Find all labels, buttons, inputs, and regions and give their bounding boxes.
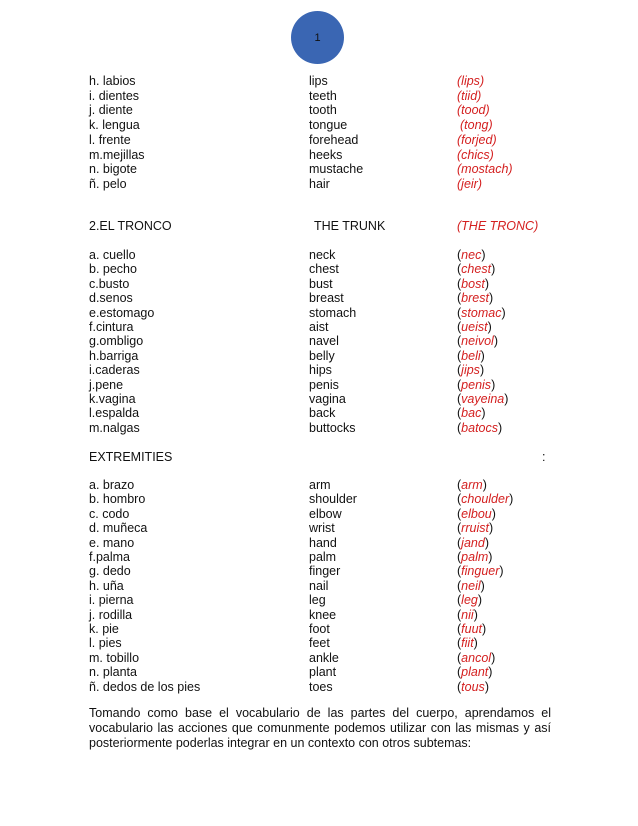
pronunciation-word: tiid <box>461 88 478 103</box>
pronunciation-word: nii <box>461 607 474 622</box>
pronunciation: (neivol) <box>457 334 499 349</box>
english-term: back <box>309 406 336 421</box>
pronunciation-word: elbou <box>461 506 492 521</box>
english-term: buttocks <box>309 420 356 435</box>
pronunciation: (jips) <box>457 363 485 378</box>
pronunciation-word: batocs <box>461 420 499 435</box>
pronunciation-word: finguer <box>461 564 500 579</box>
spanish-term: i. pierna <box>89 593 134 608</box>
spanish-term: b. hombro <box>89 492 146 507</box>
extremities-heading-colon: : <box>542 450 546 464</box>
pronunciation-word: choulder <box>461 492 510 507</box>
english-term: finger <box>309 564 341 579</box>
english-term: nail <box>309 578 329 593</box>
pronunciation: (choulder) <box>457 492 514 507</box>
pronunciation-word: tood <box>461 103 486 118</box>
pronunciation: (bost) <box>457 276 489 291</box>
pronunciation: (chics) <box>457 147 494 162</box>
pronunciation: (lips) <box>457 74 485 88</box>
spanish-term: m. tobillo <box>89 650 140 665</box>
pronunciation: (mostach) <box>457 162 513 177</box>
spanish-term: a. brazo <box>89 478 135 492</box>
spanish-term: h. labios <box>89 74 136 88</box>
spanish-term: a. cuello <box>89 248 136 262</box>
pronunciation-word: leg <box>461 593 478 608</box>
spanish-term: j. rodilla <box>89 607 133 622</box>
spanish-term: d. muñeca <box>89 521 148 536</box>
pronunciation: (tiid) <box>457 88 482 103</box>
spanish-term: l. pies <box>89 636 122 651</box>
pronunciation: (chest) <box>457 262 496 277</box>
pronunciation: (plant) <box>457 665 493 680</box>
english-term: knee <box>309 607 337 622</box>
spanish-term: k.vagina <box>89 392 136 406</box>
spanish-term: ñ. dedos de los pies <box>89 679 201 694</box>
pronunciation-word: chest <box>461 262 492 277</box>
pronunciation: (fiit) <box>457 636 478 651</box>
spanish-term: d.senos <box>89 291 133 306</box>
english-term: navel <box>309 334 339 349</box>
spanish-term: i. dientes <box>89 88 140 103</box>
pronunciation: (tood) <box>457 103 490 118</box>
spanish-term: j. diente <box>89 103 133 118</box>
pronunciation-word: tous <box>461 679 485 694</box>
spanish-term: e.estomago <box>89 305 155 320</box>
spanish-term: c.busto <box>89 276 130 291</box>
spanish-term: f.cintura <box>89 320 134 334</box>
spanish-term: ñ. pelo <box>89 176 127 191</box>
spanish-term: c. codo <box>89 506 130 521</box>
spanish-term: j.pene <box>89 377 124 392</box>
pronunciation-word: beli <box>461 348 481 363</box>
spanish-term: f.palma <box>89 550 130 564</box>
pronunciation-word: arm <box>461 478 483 492</box>
english-term: ankle <box>309 650 339 665</box>
spanish-term: n. planta <box>89 665 137 680</box>
pronunciation: (rruist) <box>457 521 494 536</box>
english-term: neck <box>309 248 336 262</box>
pronunciation-word: penis <box>461 377 492 392</box>
english-term: wrist <box>309 521 335 536</box>
trunk-heading-en: THE TRUNK <box>314 219 386 233</box>
pronunciation-word: bost <box>461 276 485 291</box>
spanish-term: n. bigote <box>89 162 137 177</box>
extremities-heading-label: EXTREMITIES <box>89 450 173 464</box>
english-term: stomach <box>309 305 357 320</box>
pronunciation: (penis) <box>457 377 496 392</box>
spanish-term: g. dedo <box>89 564 131 579</box>
pronunciation-word: neil <box>461 578 481 593</box>
pronunciation-word: fuut <box>461 622 483 636</box>
page-number-badge <box>291 11 344 64</box>
pronunciation: (tous) <box>457 679 489 694</box>
english-term: breast <box>309 291 344 306</box>
pronunciation: (leg) <box>457 593 483 608</box>
spanish-term: h.barriga <box>89 348 139 363</box>
pronunciation: (forjed) <box>457 132 497 147</box>
pronunciation: (palm) <box>457 550 493 564</box>
spanish-term: m.nalgas <box>89 420 140 435</box>
pronunciation-word: rruist <box>461 521 489 536</box>
english-term: heeks <box>309 147 343 162</box>
english-term: forehead <box>309 132 359 147</box>
english-term: tooth <box>309 103 337 118</box>
english-term: feet <box>309 636 330 651</box>
pronunciation: (ancol) <box>457 650 496 665</box>
pronunciation-word: plant <box>461 665 489 680</box>
trunk-heading-pron: (THE TRONC) <box>457 219 539 233</box>
english-term: teeth <box>309 88 337 103</box>
spanish-term: e. mano <box>89 535 135 550</box>
pronunciation-word: nec <box>461 248 482 262</box>
english-term: hair <box>309 176 330 191</box>
english-term: elbow <box>309 506 342 521</box>
english-term: lips <box>309 74 328 88</box>
pronunciation-word: lips <box>461 74 480 88</box>
english-term: hips <box>309 363 332 378</box>
pronunciation: (arm) <box>457 478 487 492</box>
spanish-term: m.mejillas <box>89 147 145 162</box>
trunk-heading-es: 2.EL TRONCO <box>89 219 172 233</box>
pronunciation: (jand) <box>457 535 489 550</box>
english-term: shoulder <box>309 492 357 507</box>
english-term: plant <box>309 665 337 680</box>
spanish-term: l. frente <box>89 132 131 147</box>
pronunciation: (beli) <box>457 348 485 363</box>
pronunciation: (neil) <box>457 578 485 593</box>
english-term: belly <box>309 348 335 363</box>
pronunciation-word: mostach <box>461 162 509 177</box>
pronunciation: (batocs) <box>457 420 503 435</box>
pronunciation: (stomac) <box>457 305 506 320</box>
intro-paragraph: Tomando como base el vocabulario de las partes del cuerpo, aprendamos el vocabulario las acciones que comunmente podemos utilizar con las mismas y así posteriormente poderlas integrar en un contexto con otros subtemas: <box>89 706 551 750</box>
pronunciation-word: brest <box>461 291 489 306</box>
pronunciation-word: bac <box>461 406 482 421</box>
pronunciation-word: forjed <box>461 132 493 147</box>
spanish-term: k. lengua <box>89 118 140 133</box>
english-term: tongue <box>309 118 348 133</box>
english-term: palm <box>309 550 337 564</box>
pronunciation-word: tong <box>464 118 489 133</box>
spanish-term: i.caderas <box>89 363 140 378</box>
pronunciation-word: stomac <box>461 305 502 320</box>
pronunciation-word: jand <box>461 535 485 550</box>
english-term: chest <box>309 262 339 277</box>
spanish-term: b. pecho <box>89 262 137 277</box>
english-term: mustache <box>309 162 364 177</box>
spanish-term: h. uña <box>89 578 124 593</box>
english-term: arm <box>309 478 331 492</box>
english-term: aist <box>309 320 329 334</box>
pronunciation: (jeir) <box>457 176 483 191</box>
pronunciation: (brest) <box>457 291 494 306</box>
pronunciation: (elbou) <box>457 506 496 521</box>
spanish-term: l.espalda <box>89 406 140 421</box>
pronunciation-word: fiit <box>461 636 474 651</box>
pronunciation-word: neivol <box>461 334 494 349</box>
english-term: toes <box>309 679 333 694</box>
pronunciation: (bac) <box>457 406 486 421</box>
pronunciation-word: vayeina <box>461 392 505 406</box>
pronunciation: (fuut) <box>457 622 487 636</box>
spanish-term: k. pie <box>89 622 119 636</box>
english-term: hand <box>309 535 337 550</box>
english-term: leg <box>309 593 326 608</box>
spanish-term: g.ombligo <box>89 334 144 349</box>
pronunciation-word: chics <box>461 147 490 162</box>
pronunciation-word: ueist <box>461 320 488 334</box>
pronunciation: (nii) <box>457 607 478 622</box>
pronunciation: (nec) <box>457 248 486 262</box>
pronunciation-word: palm <box>461 550 489 564</box>
pronunciation: (tong) <box>460 118 493 133</box>
pronunciation: (finguer) <box>457 564 504 579</box>
english-term: bust <box>309 276 333 291</box>
english-term: vagina <box>309 392 346 406</box>
pronunciation: (ueist) <box>457 320 492 334</box>
pronunciation-word: jeir <box>461 176 478 191</box>
pronunciation-word: jips <box>461 363 480 378</box>
english-term: penis <box>309 377 339 392</box>
page-number: 1 <box>314 31 321 44</box>
pronunciation: (vayeina) <box>457 392 509 406</box>
english-term: foot <box>309 622 330 636</box>
pronunciation-word: ancol <box>461 650 492 665</box>
